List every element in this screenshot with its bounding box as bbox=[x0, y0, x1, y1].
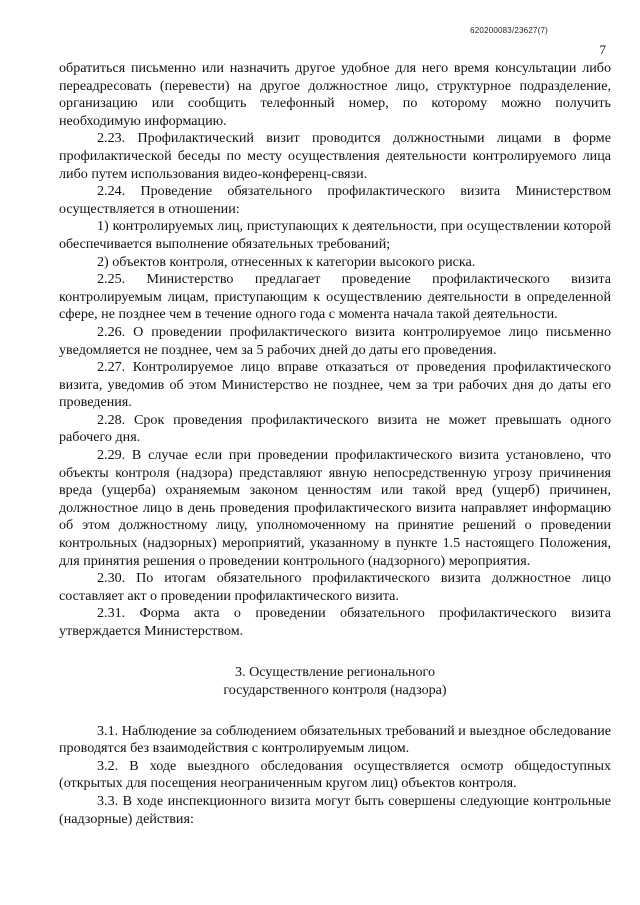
paragraph-2-24: 2.24. Проведение обязательного профилактического визита Министерством осуществляется в отношении: bbox=[59, 183, 611, 217]
paragraph-continuation: обратиться письменно или назначить другое удобное для него время консультации либо переадресовать (перевести) на другое должностное лицо, структурное подразделение, организацию или сообщить телефонный номер, по которому можно получить необходимую информацию. bbox=[59, 60, 611, 129]
section-3-heading-line-2: государственного контроля (надзора) bbox=[223, 681, 447, 698]
paragraph-3-2: 3.2. В ходе выездного обследования осуществляется осмотр общедоступных (открытых для посещения неограниченным кругом лиц) объектов контроля. bbox=[59, 757, 611, 792]
paragraph-2-25: 2.25. Министерство предлагает проведение профилактического визита контролируемым лицам, приступающим к осуществлению деятельности в определенной сфере, не позднее чем в течение одного года с момента начала такой деятельности. bbox=[59, 271, 611, 323]
paragraph-2-28: 2.28. Срок проведения профилактического визита не может превышать одного рабочего дня. bbox=[59, 411, 611, 446]
paragraph-3-1: 3.1. Наблюдение за соблюдением обязательных требований и выездное обследование проводятся без взаимодействия с контролируемым лицом. bbox=[59, 722, 611, 757]
section-3-heading bbox=[59, 663, 611, 699]
section-3-heading-line-1: 3. Осуществление регионального bbox=[234, 663, 435, 680]
paragraph-2-23: 2.23. Профилактический визит проводится должностными лицами в форме профилактической беседы по месту осуществления деятельности контролируемого лица либо путем использования видео-конференц-связи. bbox=[59, 130, 611, 182]
paragraph-2-29: 2.29. В случае если при проведении профилактического визита установлено, что объекты контроля (надзора) представляют явную непосредственную угрозу причинения вреда (ущерба) охраняемым законом ценностям или такой вред (ущерб) причинен, должностное лицо в день проведения профилактического визита направляет информацию об этом должностному лицу, уполномоченному на принятие решений о проведении контрольных (надзорных) мероприятий, указанному в пункте 1.5 настоящего Положения, для принятия решения о проведении контрольного (надзорного) мероприятия. bbox=[59, 447, 611, 569]
page-number: 7 bbox=[599, 42, 606, 57]
paragraph-2-24-item-2: 2) объектов контроля, отнесенных к категории высокого риска. bbox=[97, 253, 476, 270]
paragraph-2-27: 2.27. Контролируемое лицо вправе отказаться от проведения профилактического визита, уведомив об этом Министерство не позднее, чем за три рабочих дня до даты его проведения. bbox=[59, 359, 611, 411]
paragraph-2-24-item-1: 1) контролируемых лиц, приступающих к деятельности, при осуществлении которой обеспечивается выполнение обязательных требований; bbox=[59, 218, 611, 252]
paragraph-2-26: 2.26. О проведении профилактического визита контролируемое лицо письменно уведомляется не позднее, чем за 5 рабочих дней до даты его проведения. bbox=[59, 323, 611, 358]
document-body bbox=[59, 60, 611, 828]
document-registration-number: 620200083/23627(7) bbox=[470, 26, 548, 35]
paragraph-2-30: 2.30. По итогам обязательного профилактического визита должностное лицо составляет акт о проведении профилактического визита. bbox=[59, 570, 611, 604]
paragraph-2-31: 2.31. Форма акта о проведении обязательного профилактического визита утверждается Министерством. bbox=[59, 605, 611, 639]
paragraph-3-3: 3.3. В ходе инспекционного визита могут быть совершены следующие контрольные (надзорные) действия: bbox=[59, 792, 611, 827]
